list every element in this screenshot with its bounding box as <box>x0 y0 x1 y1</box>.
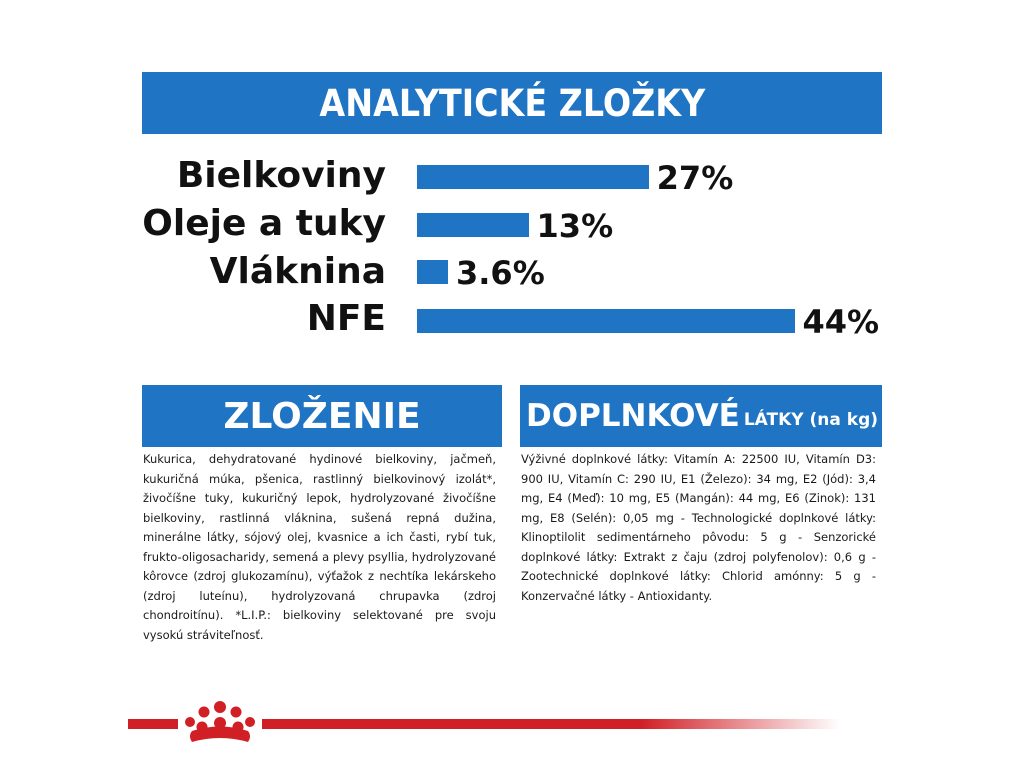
nutrient-label-nfe: NFE <box>306 298 386 339</box>
additives-title-small: LÁTKY (na kg) <box>743 410 879 430</box>
nutrient-bar-fat <box>417 213 529 237</box>
analytics-title-banner <box>142 72 882 134</box>
nutrient-value-fat: 13% <box>536 207 614 245</box>
nutrient-label-fat: Oleje a tuky <box>142 203 386 244</box>
composition-text: Kukurica, dehydratované hydinové bielkoviny, jačmeň, kukuričná múka, pšenica, rastlinný bielkovinový izolát*, živočíšne tuky, kukuričný lepok, hydrolyzované živočíšne bielkoviny, rastlinná vláknina, sušená repná dužina, minerálne látky, sójový olej, kvasnice a ich časti, rybí tuk, frukto-oligosacharidy, semená a plevy psyllia, hydrolyzované kôrovce (zdroj glukozamínu), výťažok z nechtíka lekárskeho (zdroj luteínu), hydrolyzovaná chrupavka (zdroj chondroitínu). *L.I.P.: bielkoviny selektované pre svoju vysokú stráviteľnosť. <box>143 452 496 642</box>
nutrient-bar-nfe <box>417 309 795 333</box>
additives-text: Výživné doplnkové látky: Vitamín A: 22500 IU, Vitamín D3: 900 IU, Vitamín C: 290 IU, E1 (Železo): 34 mg, E2 (Jód): 3,4 mg, E4 (Meď): 10 mg, E5 (Mangán): 44 mg, E6 (Zinok): 131 mg, E8 (Selén): 0,05 mg - Technologické doplnkové látky: Klinoptilolit sedimentárneho pôvodu: 5 g - Senzorické doplnkové látky: Extrakt z čaju (zdroj polyfenolov): 0,6 g - Zootechnické doplnkové látky: Chlorid amónny: 5 g - Konzervačné látky - Antioxidanty. <box>521 452 876 603</box>
nutrient-value-fiber: 3.6% <box>456 254 545 292</box>
composition-title-banner <box>142 385 502 447</box>
nutrient-label-protein: Bielkoviny <box>176 155 386 196</box>
composition-title: ZLOŽENIE <box>223 395 421 437</box>
analytics-title: ANALYTICKÉ ZLOŽKY <box>319 81 705 125</box>
nutrient-value-protein: 27% <box>656 159 734 197</box>
royal-canin-crown-icon <box>178 700 262 746</box>
nutrient-value-nfe: 44% <box>802 303 880 341</box>
nutrient-bar-protein <box>417 165 649 189</box>
additives-title-banner <box>520 385 882 447</box>
additives-title-main: DOPLNKOVÉ <box>526 398 740 434</box>
nutrient-bar-fiber <box>417 260 448 284</box>
nutrient-label-fiber: Vláknina <box>209 251 386 292</box>
